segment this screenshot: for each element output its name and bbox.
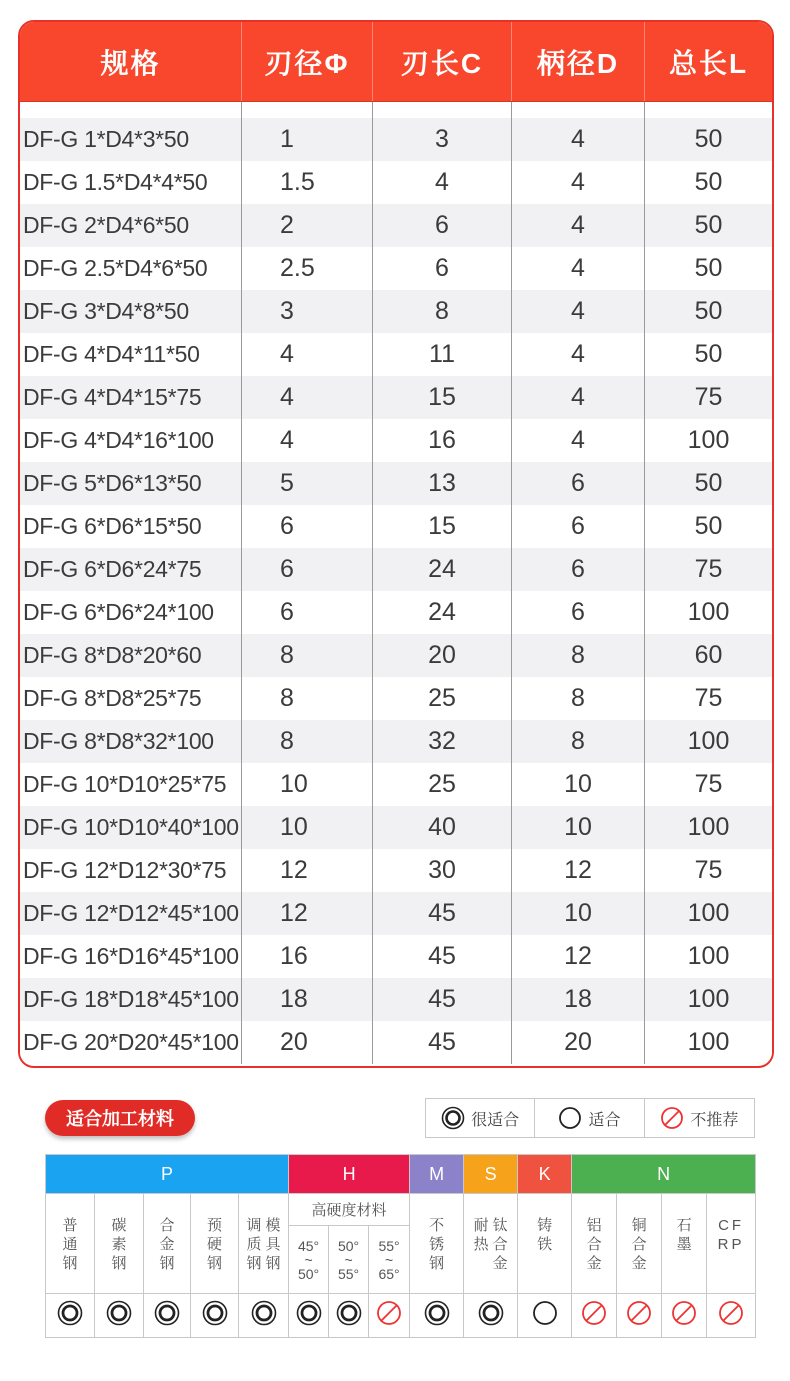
overall-length-cell: 75 — [694, 856, 723, 884]
cutting-diameter-cell: 5 — [242, 462, 373, 505]
spec-body — [20, 118, 772, 1064]
group-h: H — [289, 1155, 410, 1194]
suitability-cell — [46, 1294, 95, 1338]
cutting-diameter-cell: 4 — [242, 419, 373, 462]
overall-length-cell: 75 — [694, 770, 723, 798]
shank-diameter-cell: 6 — [512, 462, 645, 505]
spec-cell: DF-G 6*D6*15*50 — [20, 505, 242, 548]
suitability-cell — [617, 1294, 662, 1338]
legend-very-suitable — [426, 1099, 535, 1137]
material-carbon-steel: 碳素钢 — [95, 1194, 144, 1294]
spec-cell: DF-G 1.5*D4*4*50 — [20, 161, 242, 204]
overall-length-cell: 100 — [687, 727, 730, 755]
table-row — [20, 763, 772, 806]
double-circle-icon — [154, 1300, 180, 1326]
double-circle-icon — [106, 1300, 132, 1326]
group-m: M — [410, 1155, 464, 1194]
shank-diameter-cell: 8 — [512, 634, 645, 677]
cutting-length-cell: 15 — [373, 505, 512, 548]
cutting-length-cell: 16 — [373, 419, 512, 462]
spec-header — [20, 22, 772, 102]
shank-diameter-cell: 4 — [512, 290, 645, 333]
cutting-length-cell: 11 — [373, 333, 512, 376]
table-row — [20, 118, 772, 161]
spec-cell: DF-G 8*D8*25*75 — [20, 677, 242, 720]
spec-cell: DF-G 10*D10*25*75 — [20, 763, 242, 806]
shank-diameter-cell: 10 — [512, 806, 645, 849]
cutting-diameter-cell: 3 — [242, 290, 373, 333]
suitability-cell — [289, 1294, 329, 1338]
material-stainless-steel: 不锈钢 — [410, 1194, 464, 1294]
group-n: N — [572, 1155, 756, 1194]
suitability-row — [46, 1294, 756, 1338]
cutting-diameter-cell: 8 — [242, 634, 373, 677]
shank-diameter-cell: 10 — [512, 892, 645, 935]
circle-icon — [532, 1300, 558, 1326]
table-row — [20, 677, 772, 720]
material-plain-steel: 普通钢 — [46, 1194, 95, 1294]
header-shank-diameter: 柄径D — [512, 22, 645, 101]
cutting-diameter-cell: 10 — [242, 806, 373, 849]
suitability-cell — [239, 1294, 289, 1338]
table-row — [20, 548, 772, 591]
cutting-length-cell: 3 — [373, 118, 512, 161]
overall-length-cell: 100 — [687, 426, 730, 454]
double-circle-icon — [202, 1300, 228, 1326]
table-row — [20, 161, 772, 204]
shank-diameter-cell: 6 — [512, 505, 645, 548]
overall-length-cell: 50 — [694, 254, 723, 282]
table-row — [20, 978, 772, 1021]
legend-not-recommended — [645, 1099, 754, 1137]
spec-cell: DF-G 2.5*D4*6*50 — [20, 247, 242, 290]
shank-diameter-cell: 4 — [512, 247, 645, 290]
suitability-cell — [662, 1294, 707, 1338]
table-row — [20, 634, 772, 677]
cutting-length-cell: 32 — [373, 720, 512, 763]
shank-diameter-cell: 4 — [512, 333, 645, 376]
cutting-diameter-cell: 2.5 — [242, 247, 373, 290]
spec-cell: DF-G 18*D18*45*100 — [20, 978, 242, 1021]
shank-diameter-cell: 4 — [512, 161, 645, 204]
spec-cell: DF-G 6*D6*24*75 — [20, 548, 242, 591]
cutting-diameter-cell: 18 — [242, 978, 373, 1021]
legend-suitable — [535, 1099, 644, 1137]
table-row — [20, 505, 772, 548]
double-circle-icon — [296, 1300, 322, 1326]
cutting-length-cell: 25 — [373, 677, 512, 720]
spec-spacer — [20, 102, 772, 118]
double-circle-icon — [478, 1300, 504, 1326]
cutting-length-cell: 30 — [373, 849, 512, 892]
spec-cell: DF-G 4*D4*11*50 — [20, 333, 242, 376]
prohibited-icon — [376, 1300, 402, 1326]
hardness-55-65: 55° ~ 65° — [369, 1226, 410, 1294]
overall-length-cell: 100 — [687, 813, 730, 841]
cutting-length-cell: 15 — [373, 376, 512, 419]
spec-cell: DF-G 12*D12*45*100 — [20, 892, 242, 935]
prohibited-icon — [581, 1300, 607, 1326]
suitability-cell — [572, 1294, 617, 1338]
material-copper-alloy: 铜合金 — [617, 1194, 662, 1294]
spec-cell: DF-G 20*D20*45*100 — [20, 1021, 242, 1064]
spec-table — [18, 20, 774, 1068]
material-cast-iron: 铸铁 — [518, 1194, 572, 1294]
suitability-cell — [410, 1294, 464, 1338]
overall-length-cell: 100 — [687, 1028, 730, 1056]
material-alloy-steel: 合金钢 — [144, 1194, 191, 1294]
overall-length-cell: 50 — [694, 297, 723, 325]
shank-diameter-cell: 12 — [512, 935, 645, 978]
suitability-cell — [95, 1294, 144, 1338]
cutting-length-cell: 45 — [373, 935, 512, 978]
prohibited-icon — [671, 1300, 697, 1326]
spec-cell: DF-G 8*D8*20*60 — [20, 634, 242, 677]
shank-diameter-cell: 20 — [512, 1021, 645, 1064]
hardened-material-label: 高硬度材料 — [289, 1194, 410, 1226]
cutting-length-cell: 6 — [373, 204, 512, 247]
table-row — [20, 806, 772, 849]
shank-diameter-cell: 4 — [512, 204, 645, 247]
materials-table — [45, 1154, 756, 1338]
material-cfrp: CFRP — [707, 1194, 756, 1294]
shank-diameter-cell: 8 — [512, 677, 645, 720]
overall-length-cell: 50 — [694, 340, 723, 368]
material-subhead-row — [46, 1194, 756, 1226]
table-row — [20, 892, 772, 935]
table-row — [20, 290, 772, 333]
cutting-diameter-cell: 6 — [242, 548, 373, 591]
spec-cell: DF-G 4*D4*16*100 — [20, 419, 242, 462]
overall-length-cell: 100 — [687, 598, 730, 626]
cutting-diameter-cell: 12 — [242, 892, 373, 935]
overall-length-cell: 50 — [694, 125, 723, 153]
legend — [425, 1098, 755, 1138]
cutting-length-cell: 20 — [373, 634, 512, 677]
table-row — [20, 247, 772, 290]
group-s: S — [464, 1155, 518, 1194]
shank-diameter-cell: 8 — [512, 720, 645, 763]
cutting-diameter-cell: 8 — [242, 677, 373, 720]
table-row — [20, 720, 772, 763]
cutting-diameter-cell: 4 — [242, 333, 373, 376]
spec-cell: DF-G 1*D4*3*50 — [20, 118, 242, 161]
header-overall-length: 总长L — [668, 47, 749, 79]
cutting-length-cell: 40 — [373, 806, 512, 849]
table-row — [20, 376, 772, 419]
cutting-diameter-cell: 1.5 — [242, 161, 373, 204]
shank-diameter-cell: 6 — [512, 548, 645, 591]
materials-title: 适合加工材料 — [45, 1100, 195, 1136]
overall-length-cell: 100 — [687, 942, 730, 970]
shank-diameter-cell: 4 — [512, 419, 645, 462]
shank-diameter-cell: 18 — [512, 978, 645, 1021]
cutting-diameter-cell: 6 — [242, 505, 373, 548]
shank-diameter-cell: 10 — [512, 763, 645, 806]
spec-cell: DF-G 6*D6*24*100 — [20, 591, 242, 634]
table-row — [20, 204, 772, 247]
material-group-row — [46, 1155, 756, 1194]
table-row — [20, 849, 772, 892]
spec-cell: DF-G 3*D4*8*50 — [20, 290, 242, 333]
table-row — [20, 935, 772, 978]
cutting-diameter-cell: 12 — [242, 849, 373, 892]
overall-length-cell: 100 — [687, 985, 730, 1013]
cutting-length-cell: 24 — [373, 548, 512, 591]
overall-length-cell: 75 — [694, 684, 723, 712]
double-circle-icon — [441, 1106, 465, 1130]
material-graphite: 石墨 — [662, 1194, 707, 1294]
overall-length-cell: 50 — [694, 512, 723, 540]
cutting-length-cell: 4 — [373, 161, 512, 204]
spec-cell: DF-G 12*D12*30*75 — [20, 849, 242, 892]
overall-length-cell: 75 — [694, 383, 723, 411]
overall-length-cell: 100 — [687, 899, 730, 927]
prohibited-icon — [626, 1300, 652, 1326]
suitability-cell — [518, 1294, 572, 1338]
table-row — [20, 1021, 772, 1064]
group-k: K — [518, 1155, 572, 1194]
suitability-cell — [464, 1294, 518, 1338]
suitability-cell — [707, 1294, 756, 1338]
cutting-diameter-cell: 16 — [242, 935, 373, 978]
hardness-45-50: 45° ~ 50° — [289, 1226, 329, 1294]
double-circle-icon — [336, 1300, 362, 1326]
double-circle-icon — [57, 1300, 83, 1326]
cutting-diameter-cell: 10 — [242, 763, 373, 806]
legend-label: 很适合 — [471, 1111, 520, 1129]
double-circle-icon — [251, 1300, 277, 1326]
table-row — [20, 591, 772, 634]
spec-cell: DF-G 8*D8*32*100 — [20, 720, 242, 763]
table-row — [20, 419, 772, 462]
double-circle-icon — [424, 1300, 450, 1326]
shank-diameter-cell: 4 — [512, 376, 645, 419]
material-tempered-mold-steel: 调质钢 模具钢 — [239, 1194, 289, 1294]
shank-diameter-cell: 4 — [512, 118, 645, 161]
cutting-diameter-cell: 2 — [242, 204, 373, 247]
overall-length-cell: 75 — [694, 555, 723, 583]
table-row — [20, 333, 772, 376]
shank-diameter-cell: 6 — [512, 591, 645, 634]
overall-length-cell: 50 — [694, 469, 723, 497]
circle-icon — [558, 1106, 582, 1130]
cutting-diameter-cell: 4 — [242, 376, 373, 419]
suitability-cell — [329, 1294, 369, 1338]
spec-cell: DF-G 4*D4*15*75 — [20, 376, 242, 419]
cutting-length-cell: 45 — [373, 892, 512, 935]
cutting-diameter-cell: 8 — [242, 720, 373, 763]
prohibited-icon — [660, 1106, 684, 1130]
cutting-length-cell: 8 — [373, 290, 512, 333]
overall-length-cell: 60 — [694, 641, 723, 669]
cutting-length-cell: 45 — [373, 978, 512, 1021]
suitability-cell — [144, 1294, 191, 1338]
header-cutting-length: 刃长C — [373, 22, 512, 101]
spec-cell: DF-G 10*D10*40*100 — [20, 806, 242, 849]
material-heat-resistant-titanium: 耐热 钛合金 — [464, 1194, 518, 1294]
suitability-cell — [369, 1294, 410, 1338]
spec-cell: DF-G 5*D6*13*50 — [20, 462, 242, 505]
cutting-diameter-cell: 6 — [242, 591, 373, 634]
suitability-cell — [191, 1294, 239, 1338]
spec-cell: DF-G 16*D16*45*100 — [20, 935, 242, 978]
cutting-length-cell: 25 — [373, 763, 512, 806]
header-spec: 规格 — [20, 22, 242, 101]
legend-label: 适合 — [588, 1111, 621, 1129]
group-p: P — [46, 1155, 289, 1194]
overall-length-cell: 50 — [694, 168, 723, 196]
material-prehardened-steel: 预硬钢 — [191, 1194, 239, 1294]
spec-cell: DF-G 2*D4*6*50 — [20, 204, 242, 247]
cutting-length-cell: 24 — [373, 591, 512, 634]
cutting-length-cell: 13 — [373, 462, 512, 505]
prohibited-icon — [718, 1300, 744, 1326]
legend-label: 不推荐 — [690, 1111, 739, 1129]
cutting-length-cell: 6 — [373, 247, 512, 290]
cutting-length-cell: 45 — [373, 1021, 512, 1064]
material-aluminum-alloy: 铝合金 — [572, 1194, 617, 1294]
table-row — [20, 462, 772, 505]
cutting-diameter-cell: 20 — [242, 1021, 373, 1064]
shank-diameter-cell: 12 — [512, 849, 645, 892]
header-cutting-diameter: 刃径Φ — [242, 22, 373, 101]
hardness-50-55: 50° ~ 55° — [329, 1226, 369, 1294]
cutting-diameter-cell: 1 — [242, 118, 373, 161]
overall-length-cell: 50 — [694, 211, 723, 239]
